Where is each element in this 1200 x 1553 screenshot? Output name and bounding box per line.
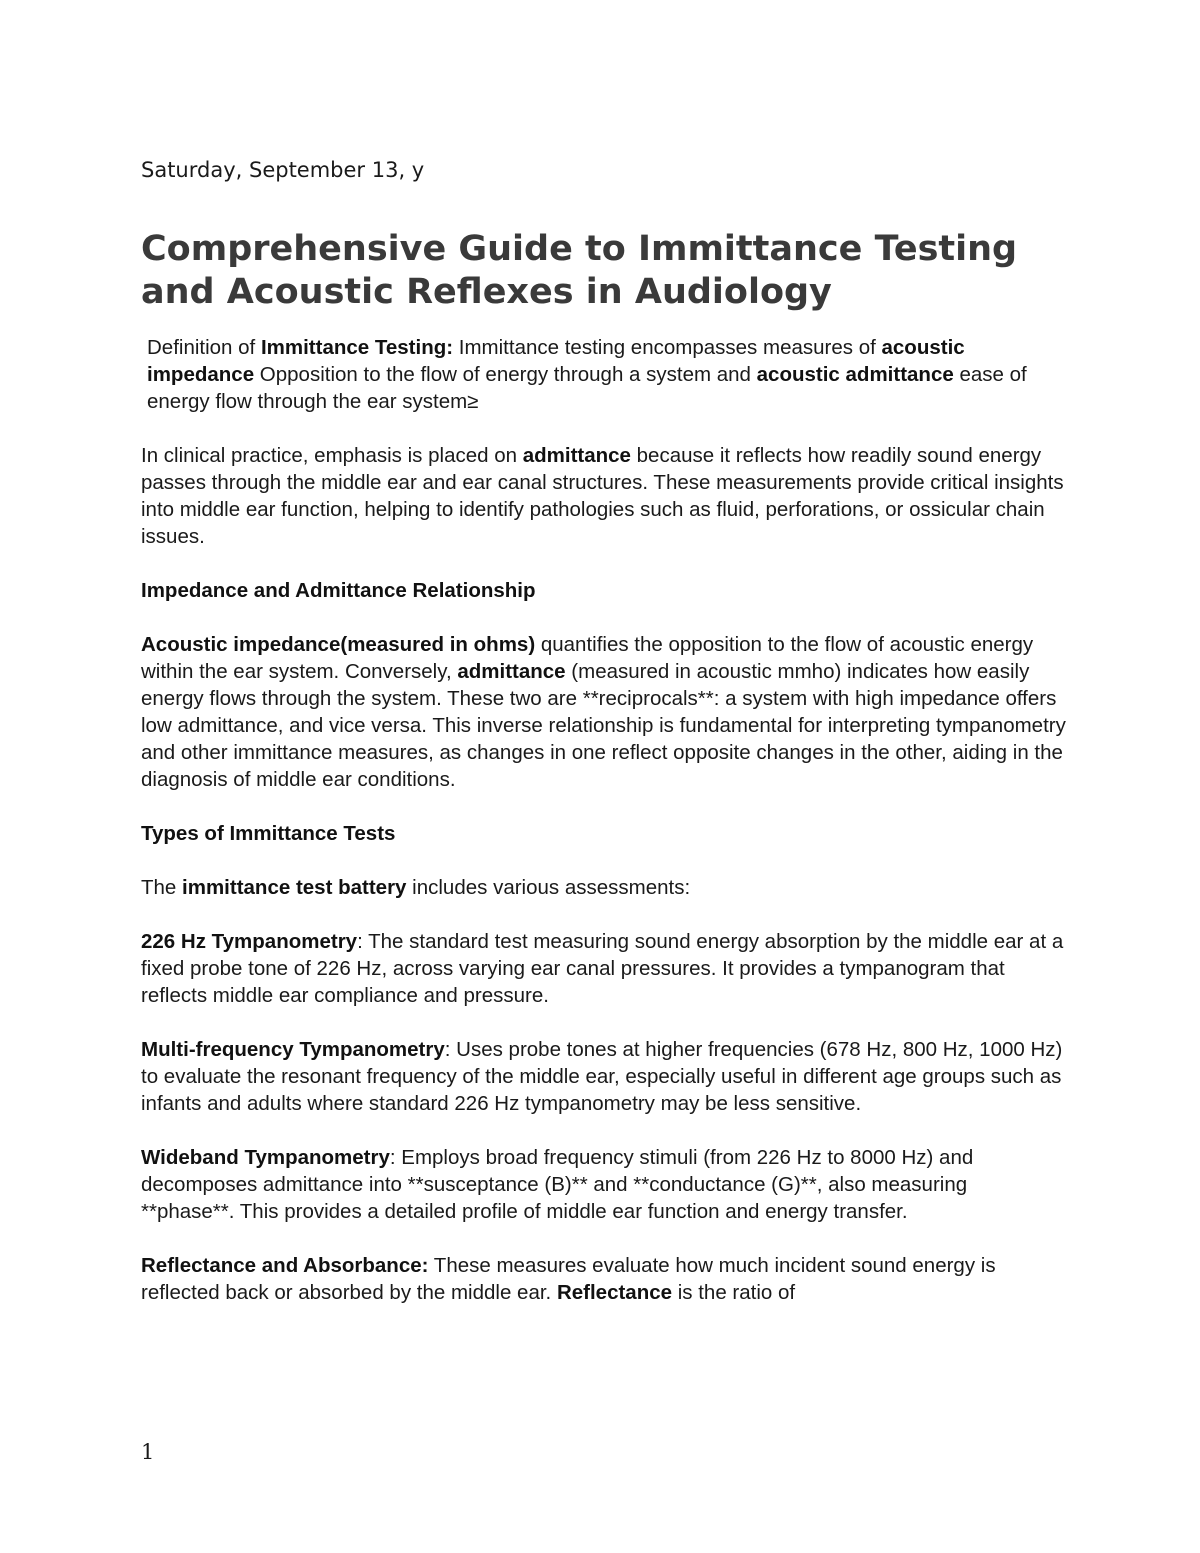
text-run: because it reflects how readily sound energy passes through the middle ear and ear canal structures. These measurements provide critical insights into middle ear function, helping to identify pathologies such as fluid, perforations, or ossicular chain issues. <box>141 444 1064 548</box>
text-run: is the ratio of <box>672 1281 796 1304</box>
text-run: : Employs broad frequency stimuli (from 226 Hz to 8000 Hz) and decomposes admittance into **susceptance (B)** and **conductance (G)**, also measuring **phase**. This provides a detailed profile of middle ear function and energy transfer. <box>141 1146 974 1223</box>
page-number: 1 <box>141 1440 155 1464</box>
text-run: The <box>141 876 183 899</box>
bold-term: Acoustic impedance(measured in ohms) <box>141 633 536 656</box>
clinical-paragraph <box>141 442 1066 550</box>
multifrequency-paragraph <box>141 1036 1066 1117</box>
wideband-paragraph <box>141 1144 1066 1225</box>
text-run: These measures evaluate how much incident sound energy is reflected back or absorbed by the middle ear. <box>141 1254 996 1304</box>
bold-term: Reflectance <box>556 1281 673 1304</box>
bold-term: 226 Hz Tympanometry <box>141 930 358 953</box>
bold-term: immittance test battery <box>182 876 407 899</box>
bold-term: Wideband Tympanometry <box>141 1146 390 1169</box>
bold-term: Reflectance and Absorbance: <box>141 1254 429 1277</box>
text-run: Opposition to the flow of energy through a system and <box>254 363 757 386</box>
battery-paragraph <box>141 874 1066 901</box>
document-date: Saturday, September 13, y <box>141 158 425 182</box>
text-run: Definition of <box>147 336 261 359</box>
heading-text: Types of Immittance Tests <box>141 822 396 845</box>
text-run: Immittance testing encompasses measures of <box>453 336 882 359</box>
bold-term: acoustic admittance <box>756 363 954 386</box>
bold-term: admittance <box>457 660 566 683</box>
tympanometry-226-paragraph <box>141 928 1066 1009</box>
bold-term: acoustic impedance <box>147 336 965 386</box>
definition-paragraph <box>141 334 1066 415</box>
bold-term: Multi-frequency Tympanometry <box>141 1038 445 1061</box>
text-run: : Uses probe tones at higher frequencies (678 Hz, 800 Hz, 1000 Hz) to evaluate the resonant frequency of the middle ear, especially useful in different age groups such as infants and adults where standard 226 Hz tympanometry may be less sensitive. <box>141 1038 1063 1115</box>
heading-text: Impedance and Admittance Relationship <box>141 579 536 602</box>
text-run: includes various assessments: <box>406 876 691 899</box>
text-run: quantifies the opposition to the flow of acoustic energy within the ear system. Conversely, <box>141 633 1034 683</box>
document-body <box>141 334 1066 1333</box>
section-heading-types <box>141 820 1066 847</box>
document-title: Comprehensive Guide to Immittance Testing and Acoustic Reflexes in Audiology <box>141 229 1018 312</box>
text-run: ease of energy flow through the ear system≥ <box>147 363 1027 413</box>
bold-term: Immittance Testing: <box>260 336 454 359</box>
section-heading-relationship <box>141 577 1066 604</box>
text-run: (measured in acoustic mmho) indicates how easily energy flows through the system. These two are **reciprocals**: a system with high impedance offers low admittance, and vice versa. This inverse relationship is fundamental for interpreting tympanometry and other immittance measures, as changes in one reflect opposite changes in the other, aiding in the diagnosis of middle ear conditions. <box>141 660 1066 791</box>
text-run: : The standard test measuring sound energy absorption by the middle ear at a fixed probe tone of 226 Hz, across varying ear canal pressures. It provides a tympanogram that reflects middle ear compliance and pressure. <box>141 930 1064 1007</box>
text-run: In clinical practice, emphasis is placed on <box>141 444 523 467</box>
bold-term: admittance <box>522 444 631 467</box>
relationship-paragraph <box>141 631 1066 793</box>
reflectance-paragraph <box>141 1252 1066 1306</box>
